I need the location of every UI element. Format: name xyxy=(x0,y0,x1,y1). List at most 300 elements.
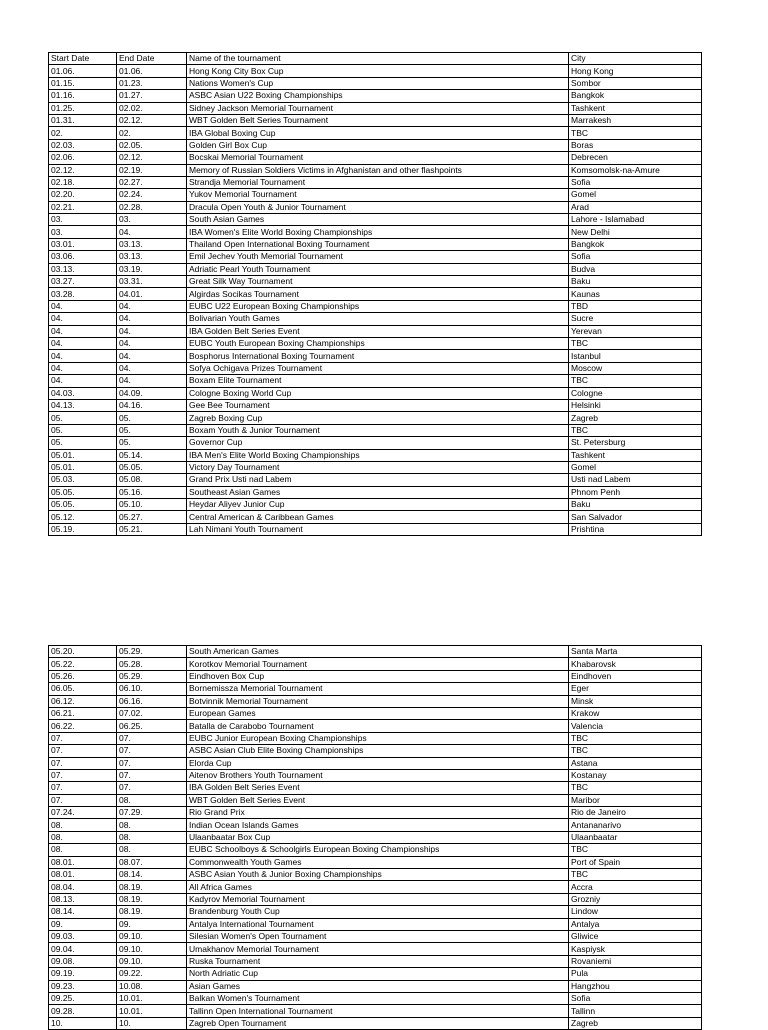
start-date-cell: 09.08. xyxy=(49,955,117,967)
end-date-cell: 08.19. xyxy=(117,893,187,905)
start-date-cell: 06.22. xyxy=(49,720,117,732)
tournament-name-cell: ASBC Asian Club Elite Boxing Championships xyxy=(187,745,569,757)
table-row xyxy=(49,461,702,473)
start-date-cell: 02.03. xyxy=(49,139,117,151)
tournament-name-cell: Gee Bee Tournament xyxy=(187,399,569,411)
end-date-cell: 05.29. xyxy=(117,646,187,658)
tournament-name-cell: Batalla de Carabobo Tournament xyxy=(187,720,569,732)
table-row xyxy=(49,769,702,781)
start-date-cell: 08. xyxy=(49,819,117,831)
start-date-cell: 08.01. xyxy=(49,869,117,881)
table-row xyxy=(49,782,702,794)
start-date-cell: 04. xyxy=(49,313,117,325)
city-cell: Minsk xyxy=(569,695,702,707)
start-date-cell: 09.28. xyxy=(49,1005,117,1017)
start-date-cell: 05.26. xyxy=(49,670,117,682)
city-cell: Zagreb xyxy=(569,1017,702,1029)
end-date-cell: 05.28. xyxy=(117,658,187,670)
table-row xyxy=(49,918,702,930)
table-row xyxy=(49,869,702,881)
start-date-cell: 04.03. xyxy=(49,387,117,399)
tournament-name-cell: Ulaanbaatar Box Cup xyxy=(187,831,569,843)
start-date-cell: 08. xyxy=(49,844,117,856)
tournament-name-cell: Lah Nimani Youth Tournament xyxy=(187,523,569,535)
city-cell: Cologne xyxy=(569,387,702,399)
end-date-cell: 01.23. xyxy=(117,77,187,89)
end-date-cell: 07.29. xyxy=(117,807,187,819)
end-date-cell: 06.16. xyxy=(117,695,187,707)
table-row xyxy=(49,214,702,226)
tournament-name-cell: Bocskai Memorial Tournament xyxy=(187,152,569,164)
end-date-cell: 05.14. xyxy=(117,449,187,461)
start-date-cell: 01.06. xyxy=(49,65,117,77)
tournament-name-cell: Governor Cup xyxy=(187,437,569,449)
tournament-name-cell: Sidney Jackson Memorial Tournament xyxy=(187,102,569,114)
header-city: City xyxy=(569,53,702,65)
start-date-cell: 04. xyxy=(49,325,117,337)
city-cell: Sofia xyxy=(569,176,702,188)
tournament-name-cell: Hong Kong City Box Cup xyxy=(187,65,569,77)
end-date-cell: 10.01. xyxy=(117,1005,187,1017)
end-date-cell: 02.24. xyxy=(117,189,187,201)
start-date-cell: 04.13. xyxy=(49,399,117,411)
end-date-cell: 08. xyxy=(117,819,187,831)
end-date-cell: 04.16. xyxy=(117,399,187,411)
table-row xyxy=(49,152,702,164)
tournament-table-1 xyxy=(48,52,702,536)
city-cell: Usti nad Labem xyxy=(569,474,702,486)
table-row xyxy=(49,844,702,856)
city-cell: Baku xyxy=(569,276,702,288)
tournament-name-cell: Zagreb Open Tournament xyxy=(187,1017,569,1029)
end-date-cell: 05. xyxy=(117,412,187,424)
end-date-cell: 09.10. xyxy=(117,943,187,955)
table-row xyxy=(49,695,702,707)
end-date-cell: 06.25. xyxy=(117,720,187,732)
table-row xyxy=(49,523,702,535)
city-cell: Lindow xyxy=(569,906,702,918)
end-date-cell: 02.02. xyxy=(117,102,187,114)
table-row xyxy=(49,831,702,843)
city-cell: St. Petersburg xyxy=(569,437,702,449)
tournament-name-cell: Zagreb Boxing Cup xyxy=(187,412,569,424)
end-date-cell: 04.01. xyxy=(117,288,187,300)
tournament-name-cell: Commonwealth Youth Games xyxy=(187,856,569,868)
start-date-cell: 04. xyxy=(49,337,117,349)
table-row xyxy=(49,968,702,980)
tournament-name-cell: Victory Day Tournament xyxy=(187,461,569,473)
city-cell: Phnom Penh xyxy=(569,486,702,498)
city-cell: Antalya xyxy=(569,918,702,930)
start-date-cell: 05.03. xyxy=(49,474,117,486)
city-cell: TBC xyxy=(569,782,702,794)
city-cell: TBC xyxy=(569,424,702,436)
tournament-name-cell: Korotkov Memorial Tournament xyxy=(187,658,569,670)
tournament-name-cell: Great Silk Way Tournament xyxy=(187,276,569,288)
tournament-name-cell: WBT Golden Belt Series Event xyxy=(187,794,569,806)
start-date-cell: 06.05. xyxy=(49,683,117,695)
tournament-name-cell: Sofya Ochigava Prizes Tournament xyxy=(187,362,569,374)
start-date-cell: 03.27. xyxy=(49,276,117,288)
table-row xyxy=(49,881,702,893)
city-cell: Sofia xyxy=(569,251,702,263)
tournament-name-cell: Umakhanov Memorial Tournament xyxy=(187,943,569,955)
table-row xyxy=(49,499,702,511)
tournament-name-cell: European Games xyxy=(187,707,569,719)
tournament-name-cell: Rio Grand Prix xyxy=(187,807,569,819)
table-row xyxy=(49,387,702,399)
table-row xyxy=(49,399,702,411)
start-date-cell: 03.28. xyxy=(49,288,117,300)
start-date-cell: 01.16. xyxy=(49,90,117,102)
table-row xyxy=(49,757,702,769)
end-date-cell: 04. xyxy=(117,226,187,238)
start-date-cell: 05.20. xyxy=(49,646,117,658)
end-date-cell: 05. xyxy=(117,424,187,436)
end-date-cell: 04. xyxy=(117,337,187,349)
city-cell: Accra xyxy=(569,881,702,893)
header-row xyxy=(49,53,702,65)
tournament-name-cell: South American Games xyxy=(187,646,569,658)
table-row xyxy=(49,658,702,670)
tournament-name-cell: Grand Prix Usti nad Labem xyxy=(187,474,569,486)
tournament-name-cell: Thailand Open International Boxing Tournament xyxy=(187,238,569,250)
end-date-cell: 06.10. xyxy=(117,683,187,695)
city-cell: Istanbul xyxy=(569,350,702,362)
start-date-cell: 02.06. xyxy=(49,152,117,164)
start-date-cell: 07. xyxy=(49,745,117,757)
tournament-name-cell: Emil Jechev Youth Memorial Tournament xyxy=(187,251,569,263)
start-date-cell: 07. xyxy=(49,757,117,769)
tournament-name-cell: Ruska Tournament xyxy=(187,955,569,967)
table-row xyxy=(49,930,702,942)
city-cell: TBC xyxy=(569,844,702,856)
table-row xyxy=(49,226,702,238)
tournament-name-cell: Memory of Russian Soldiers Victims in Afghanistan and other flashpoints xyxy=(187,164,569,176)
table-row xyxy=(49,511,702,523)
start-date-cell: 02.20. xyxy=(49,189,117,201)
end-date-cell: 08.19. xyxy=(117,881,187,893)
city-cell: Kaspiysk xyxy=(569,943,702,955)
tournament-name-cell: Silesian Women's Open Tournament xyxy=(187,930,569,942)
end-date-cell: 08.07. xyxy=(117,856,187,868)
start-date-cell: 07.24. xyxy=(49,807,117,819)
table-row xyxy=(49,251,702,263)
city-cell: Sofia xyxy=(569,992,702,1004)
start-date-cell: 09.04. xyxy=(49,943,117,955)
table-row xyxy=(49,325,702,337)
header-tournament-name: Name of the tournament xyxy=(187,53,569,65)
start-date-cell: 02.18. xyxy=(49,176,117,188)
end-date-cell: 07. xyxy=(117,732,187,744)
start-date-cell: 05. xyxy=(49,412,117,424)
start-date-cell: 01.15. xyxy=(49,77,117,89)
tournament-name-cell: EUBC Schoolboys & Schoolgirls European Boxing Championships xyxy=(187,844,569,856)
end-date-cell: 05.29. xyxy=(117,670,187,682)
tournament-name-cell: EUBC U22 European Boxing Championships xyxy=(187,300,569,312)
city-cell: Tallinn xyxy=(569,1005,702,1017)
city-cell: TBC xyxy=(569,127,702,139)
table-row xyxy=(49,114,702,126)
table-row xyxy=(49,164,702,176)
city-cell: Sombor xyxy=(569,77,702,89)
end-date-cell: 03.13. xyxy=(117,238,187,250)
start-date-cell: 05.01. xyxy=(49,449,117,461)
end-date-cell: 07. xyxy=(117,745,187,757)
end-date-cell: 04.09. xyxy=(117,387,187,399)
end-date-cell: 05.10. xyxy=(117,499,187,511)
start-date-cell: 01.25. xyxy=(49,102,117,114)
city-cell: Rovaniemi xyxy=(569,955,702,967)
end-date-cell: 04. xyxy=(117,325,187,337)
start-date-cell: 07. xyxy=(49,794,117,806)
table-row xyxy=(49,300,702,312)
end-date-cell: 10.08. xyxy=(117,980,187,992)
tournament-name-cell: Golden Girl Box Cup xyxy=(187,139,569,151)
table-row xyxy=(49,276,702,288)
city-cell: Port of Spain xyxy=(569,856,702,868)
end-date-cell: 01.06. xyxy=(117,65,187,77)
city-cell: TBC xyxy=(569,375,702,387)
end-date-cell: 05.16. xyxy=(117,486,187,498)
end-date-cell: 04. xyxy=(117,375,187,387)
city-cell: Moscow xyxy=(569,362,702,374)
end-date-cell: 03. xyxy=(117,214,187,226)
tournament-name-cell: WBT Golden Belt Series Tournament xyxy=(187,114,569,126)
tournament-name-cell: IBA Golden Belt Series Event xyxy=(187,782,569,794)
tournament-name-cell: Eindhoven Box Cup xyxy=(187,670,569,682)
tournament-name-cell: Kadyrov Memorial Tournament xyxy=(187,893,569,905)
table-row xyxy=(49,893,702,905)
end-date-cell: 02.28. xyxy=(117,201,187,213)
tournament-name-cell: Dracula Open Youth & Junior Tournament xyxy=(187,201,569,213)
table-row xyxy=(49,65,702,77)
start-date-cell: 09.03. xyxy=(49,930,117,942)
city-cell: Khabarovsk xyxy=(569,658,702,670)
start-date-cell: 07. xyxy=(49,769,117,781)
start-date-cell: 02. xyxy=(49,127,117,139)
tournament-table-2 xyxy=(48,645,702,1030)
start-date-cell: 02.12. xyxy=(49,164,117,176)
city-cell: Eger xyxy=(569,683,702,695)
tournament-name-cell: Bornemissza Memorial Tournament xyxy=(187,683,569,695)
city-cell: Hong Kong xyxy=(569,65,702,77)
start-date-cell: 05.01. xyxy=(49,461,117,473)
city-cell: Debrecen xyxy=(569,152,702,164)
city-cell: Budva xyxy=(569,263,702,275)
start-date-cell: 05.22. xyxy=(49,658,117,670)
tournament-name-cell: Heydar Aliyev Junior Cup xyxy=(187,499,569,511)
city-cell: San Salvador xyxy=(569,511,702,523)
city-cell: Antananarivo xyxy=(569,819,702,831)
city-cell: Boras xyxy=(569,139,702,151)
start-date-cell: 09.19. xyxy=(49,968,117,980)
end-date-cell: 09.10. xyxy=(117,930,187,942)
table-row xyxy=(49,646,702,658)
table-row xyxy=(49,77,702,89)
start-date-cell: 04. xyxy=(49,350,117,362)
start-date-cell: 03. xyxy=(49,214,117,226)
table-row xyxy=(49,337,702,349)
table-row xyxy=(49,288,702,300)
tournament-name-cell: North Adriatic Cup xyxy=(187,968,569,980)
city-cell: Santa Marta xyxy=(569,646,702,658)
city-cell: Grozniy xyxy=(569,893,702,905)
city-cell: TBC xyxy=(569,732,702,744)
table-2-body xyxy=(49,646,702,1030)
start-date-cell: 08.14. xyxy=(49,906,117,918)
start-date-cell: 08. xyxy=(49,831,117,843)
city-cell: Arad xyxy=(569,201,702,213)
start-date-cell: 04. xyxy=(49,300,117,312)
tournament-name-cell: Yukov Memorial Tournament xyxy=(187,189,569,201)
start-date-cell: 04. xyxy=(49,375,117,387)
start-date-cell: 07. xyxy=(49,732,117,744)
start-date-cell: 09.25. xyxy=(49,992,117,1004)
start-date-cell: 05. xyxy=(49,424,117,436)
city-cell: Komsomolsk-na-Amure xyxy=(569,164,702,176)
city-cell: Prishtina xyxy=(569,523,702,535)
tournament-name-cell: EUBC Youth European Boxing Championships xyxy=(187,337,569,349)
end-date-cell: 02.19. xyxy=(117,164,187,176)
tournament-name-cell: IBA Men's Elite World Boxing Championships xyxy=(187,449,569,461)
table-row xyxy=(49,102,702,114)
city-cell: Lahore - Islamabad xyxy=(569,214,702,226)
end-date-cell: 05.27. xyxy=(117,511,187,523)
start-date-cell: 05. xyxy=(49,437,117,449)
tournament-name-cell: Aitenov Brothers Youth Tournament xyxy=(187,769,569,781)
tournament-name-cell: EUBC Junior European Boxing Championships xyxy=(187,732,569,744)
end-date-cell: 02.12. xyxy=(117,152,187,164)
city-cell: Tashkent xyxy=(569,449,702,461)
start-date-cell: 08.13. xyxy=(49,893,117,905)
start-date-cell: 02.21. xyxy=(49,201,117,213)
end-date-cell: 03.31. xyxy=(117,276,187,288)
end-date-cell: 09.22. xyxy=(117,968,187,980)
table-row xyxy=(49,139,702,151)
table-row xyxy=(49,943,702,955)
tournament-name-cell: IBA Women's Elite World Boxing Championships xyxy=(187,226,569,238)
tournament-name-cell: Balkan Women's Tournament xyxy=(187,992,569,1004)
tournament-name-cell: Cologne Boxing World Cup xyxy=(187,387,569,399)
end-date-cell: 09. xyxy=(117,918,187,930)
tournament-name-cell: Brandenburg Youth Cup xyxy=(187,906,569,918)
tournament-name-cell: IBA Global Boxing Cup xyxy=(187,127,569,139)
city-cell: New Delhi xyxy=(569,226,702,238)
start-date-cell: 05.05. xyxy=(49,499,117,511)
table-row xyxy=(49,474,702,486)
start-date-cell: 03.01. xyxy=(49,238,117,250)
tournament-name-cell: ASBC Asian Youth & Junior Boxing Championships xyxy=(187,869,569,881)
end-date-cell: 03.13. xyxy=(117,251,187,263)
table-row xyxy=(49,176,702,188)
end-date-cell: 09.10. xyxy=(117,955,187,967)
end-date-cell: 03.19. xyxy=(117,263,187,275)
table-row xyxy=(49,745,702,757)
start-date-cell: 08.01. xyxy=(49,856,117,868)
tournament-name-cell: Algirdas Socikas Tournament xyxy=(187,288,569,300)
table-row xyxy=(49,906,702,918)
table-row xyxy=(49,486,702,498)
start-date-cell: 09.23. xyxy=(49,980,117,992)
table-row xyxy=(49,707,702,719)
table-row xyxy=(49,1005,702,1017)
end-date-cell: 05.08. xyxy=(117,474,187,486)
city-cell: Pula xyxy=(569,968,702,980)
table-row xyxy=(49,201,702,213)
table-row xyxy=(49,449,702,461)
city-cell: Gliwice xyxy=(569,930,702,942)
end-date-cell: 04. xyxy=(117,300,187,312)
table-row xyxy=(49,362,702,374)
city-cell: TBD xyxy=(569,300,702,312)
city-cell: Baku xyxy=(569,499,702,511)
city-cell: Hangzhou xyxy=(569,980,702,992)
table-1-body xyxy=(49,53,702,536)
tournament-name-cell: Adriatic Pearl Youth Tournament xyxy=(187,263,569,275)
table-row xyxy=(49,992,702,1004)
city-cell: Bangkok xyxy=(569,238,702,250)
tournament-name-cell: Tallinn Open International Tournament xyxy=(187,1005,569,1017)
start-date-cell: 08.04. xyxy=(49,881,117,893)
start-date-cell: 05.05. xyxy=(49,486,117,498)
city-cell: TBC xyxy=(569,745,702,757)
table-row xyxy=(49,720,702,732)
table-row xyxy=(49,90,702,102)
end-date-cell: 08.14. xyxy=(117,869,187,881)
start-date-cell: 03. xyxy=(49,226,117,238)
city-cell: Ulaanbaatar xyxy=(569,831,702,843)
table-row xyxy=(49,350,702,362)
end-date-cell: 05.05. xyxy=(117,461,187,473)
city-cell: Astana xyxy=(569,757,702,769)
table-row xyxy=(49,955,702,967)
end-date-cell: 02.27. xyxy=(117,176,187,188)
city-cell: Tashkent xyxy=(569,102,702,114)
end-date-cell: 07. xyxy=(117,782,187,794)
table-row xyxy=(49,127,702,139)
city-cell: Krakow xyxy=(569,707,702,719)
start-date-cell: 05.19. xyxy=(49,523,117,535)
end-date-cell: 04. xyxy=(117,362,187,374)
tournament-name-cell: South Asian Games xyxy=(187,214,569,226)
end-date-cell: 10. xyxy=(117,1017,187,1029)
tournament-name-cell: IBA Golden Belt Series Event xyxy=(187,325,569,337)
tournament-name-cell: Antalya International Tournament xyxy=(187,918,569,930)
end-date-cell: 08. xyxy=(117,844,187,856)
end-date-cell: 08. xyxy=(117,831,187,843)
end-date-cell: 07. xyxy=(117,757,187,769)
end-date-cell: 04. xyxy=(117,313,187,325)
tournament-name-cell: Southeast Asian Games xyxy=(187,486,569,498)
end-date-cell: 10.01. xyxy=(117,992,187,1004)
end-date-cell: 04. xyxy=(117,350,187,362)
city-cell: Marrakesh xyxy=(569,114,702,126)
tournament-name-cell: Botvinnik Memorial Tournament xyxy=(187,695,569,707)
end-date-cell: 08. xyxy=(117,794,187,806)
header-start-date: Start Date xyxy=(49,53,117,65)
city-cell: Rio de Janeiro xyxy=(569,807,702,819)
end-date-cell: 05. xyxy=(117,437,187,449)
table-row xyxy=(49,980,702,992)
start-date-cell: 06.21. xyxy=(49,707,117,719)
table-row xyxy=(49,856,702,868)
end-date-cell: 07. xyxy=(117,769,187,781)
tournament-name-cell: All Africa Games xyxy=(187,881,569,893)
table-row xyxy=(49,375,702,387)
end-date-cell: 02.12. xyxy=(117,114,187,126)
end-date-cell: 07.02. xyxy=(117,707,187,719)
